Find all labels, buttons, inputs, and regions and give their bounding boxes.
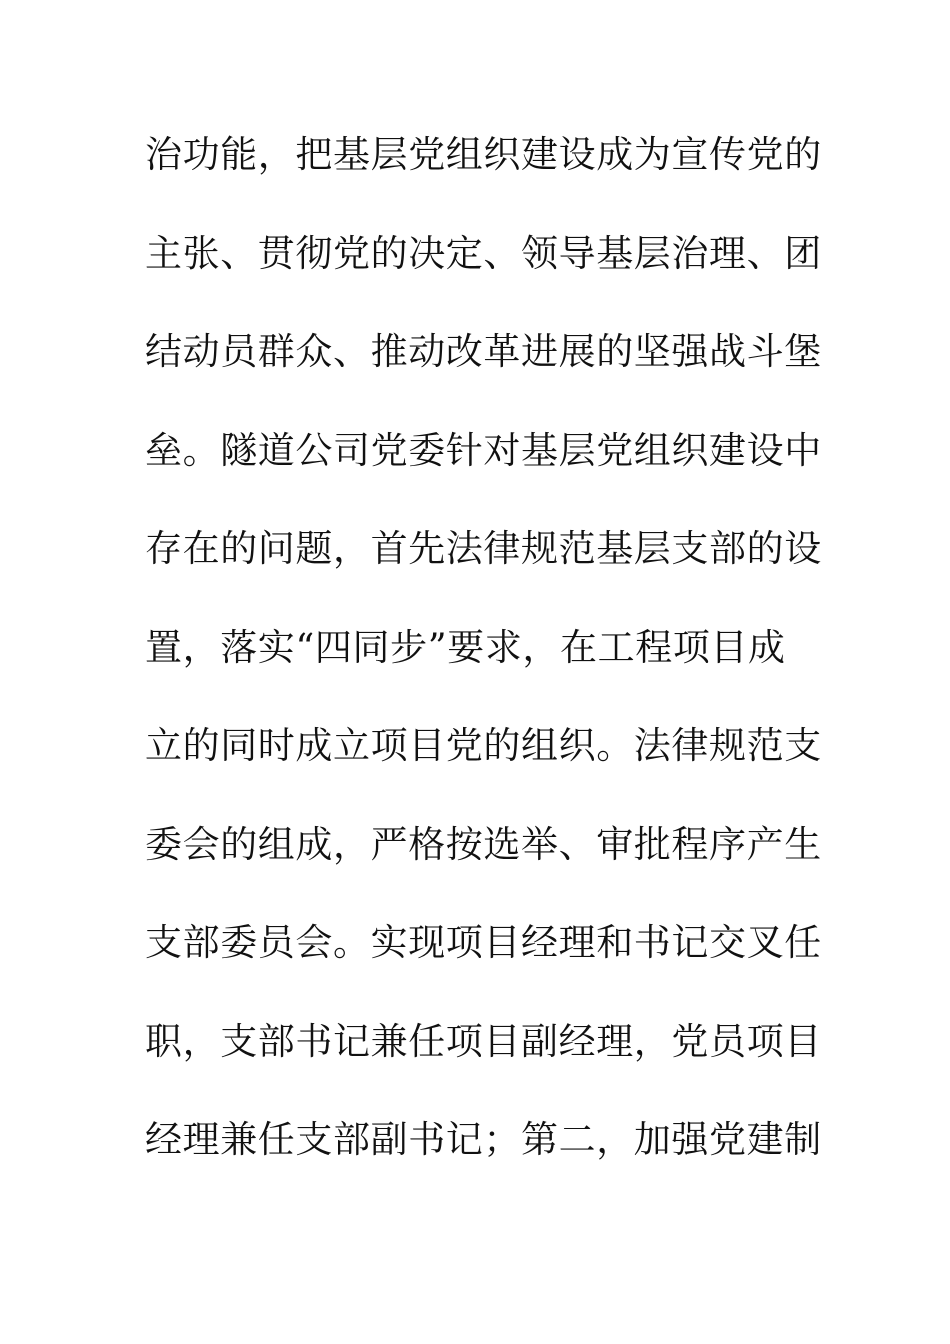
text-line-5: 存在的问题，首先法律规范基层支部的设 (145, 527, 822, 570)
text-line-3: 结动员群众、推动改革进展的坚强战斗堡 (145, 330, 822, 373)
text-line-4: 垒。隧道公司党委针对基层党组织建设中 (145, 428, 822, 472)
text-line-7: 立的同时成立项目党的组织。法律规范支 (145, 724, 822, 767)
text-line-9: 支部委员会。实现项目经理和书记交叉任 (145, 921, 822, 964)
text-line-6: 置，落实“四同步”要求，在工程项目成 (145, 625, 786, 669)
body-text (145, 126, 822, 1210)
text-line-10: 职，支部书记兼任项目副经理，党员项目 (145, 1019, 822, 1063)
text-line-1: 治功能，把基层党组织建设成为宣传党的 (145, 133, 822, 176)
text-line-8: 委会的组成，严格按选举、审批程序产生 (145, 822, 822, 866)
text-line-2: 主张、贯彻党的决定、领导基层治理、团 (145, 231, 822, 275)
text-line-11: 经理兼任支部副书记；第二，加强党建制 (145, 1118, 822, 1161)
